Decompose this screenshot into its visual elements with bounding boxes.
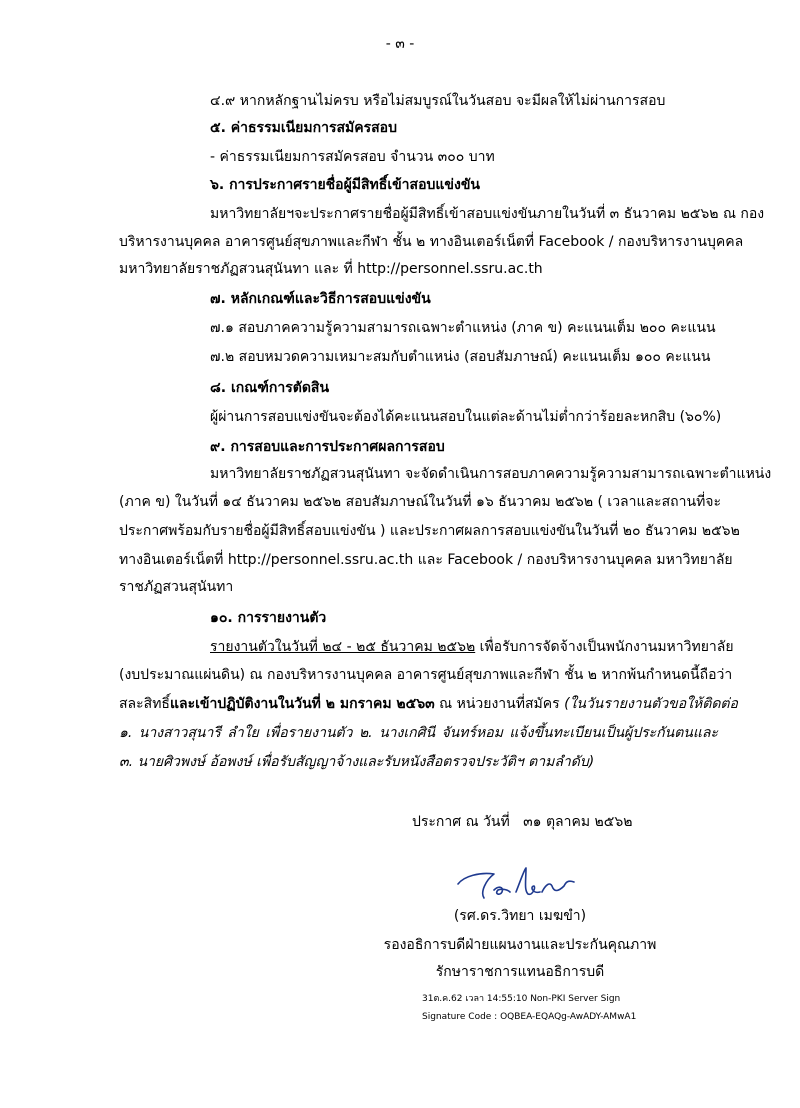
section-10-line-1 xyxy=(210,637,734,657)
section-8-heading: ๘. เกณฑ์การตัดสิน xyxy=(210,380,330,396)
section-6-heading: ๖. การประกาศรายชื่อผู้มีสิทธิ์เข้าสอบแข่งขัน xyxy=(210,177,480,193)
section-6-line-1: มหาวิทยาลัยฯจะประกาศรายชื่อผู้มีสิทธิ์เข้าสอบแข่งขันภายในวันที่ ๓ ธันวาคม ๒๕๖๒ ณ กอง xyxy=(210,206,765,222)
section-10-line-5: ๓. นายศิวพงษ์ อ้อพงษ์ เพื่อรับสัญญาจ้างและรับหนังสือตรวจประวัติฯ ตามลำดับ) xyxy=(119,754,595,770)
section-5-heading: ๕. ค่าธรรมเนียมการสมัครสอบ xyxy=(210,120,397,136)
page-number: - ๓ - xyxy=(385,36,415,52)
section-5-line: - ค่าธรรมเนียมการสมัครสอบ จำนวน ๓๐๐ บาท xyxy=(210,149,495,165)
section-9-line-5: ราชภัฏสวนสุนันทา xyxy=(119,579,234,595)
section-9-line-3: ประกาศพร้อมกับรายชื่อผู้มีสิทธิ์สอบแข่งขัน ) และประกาศผลการสอบแข่งขันในวันที่ ๒๐ ธันวาคม ๒๕๖๒ xyxy=(119,523,740,539)
section-6-line-3: มหาวิทยาลัยราชภัฏสวนสุนันทา และ ที่ http://personnel.ssru.ac.th xyxy=(119,261,543,277)
announce-date: ๓๑ ตุลาคม ๒๕๖๒ xyxy=(523,814,633,830)
section-10-line-3-italic: (ในวันรายงานตัวขอให้ติดต่อ xyxy=(564,696,738,712)
section-10-line-2: (งบประมาณแผ่นดิน) ณ กองบริหารงานบุคคล อาคารศูนย์สุขภาพและกีฬา ชั้น ๒ หากพ้นกำหนดนี้ถือว่า xyxy=(119,667,733,683)
section-7-item-1: ๗.๑ สอบภาคความรู้ความสามารถเฉพาะตำแหน่ง (ภาค ข) คะแนนเต็ม ๒๐๐ คะแนน xyxy=(210,320,716,336)
section-9-line-4: ทางอินเตอร์เน็ตที่ http://personnel.ssru.ac.th และ Facebook / กองบริหารงานบุคคล มหาวิทยาลัย xyxy=(119,552,733,568)
section-9-line-1: มหาวิทยาลัยราชภัฏสวนสุนันทา จะจัดดำเนินการสอบภาคความรู้ความสามารถเฉพาะตำแหน่ง xyxy=(210,466,772,482)
section-8-line: ผู้ผ่านการสอบแข่งขันจะต้องได้คะแนนสอบในแต่ละด้านไม่ต่ำกว่าร้อยละหกสิบ (๖๐%) xyxy=(210,409,722,425)
section-9-heading: ๙. การสอบและการประกาศผลการสอบ xyxy=(210,439,445,455)
section-7-heading: ๗. หลักเกณฑ์และวิธีการสอบแข่งขัน xyxy=(210,291,431,307)
section-10-line-3 xyxy=(119,694,738,714)
start-work-date: และเข้าปฏิบัติงานในวันที่ ๒ มกราคม ๒๕๖๓ xyxy=(169,696,435,712)
section-10-heading: ๑๐. การรายงานตัว xyxy=(210,610,327,626)
signer-name: (รศ.ดร.วิทยา เมฆขำ) xyxy=(453,908,587,924)
item-4-9: ๔.๙ หากหลักฐานไม่ครบ หรือไม่สมบูรณ์ในวันสอบ จะมีผลให้ไม่ผ่านการสอบ xyxy=(210,93,666,109)
signer-acting-position: รักษาราชการแทนอธิการบดี xyxy=(435,964,605,980)
announce-line xyxy=(412,812,633,832)
report-date-underlined: รายงานตัวในวันที่ ๒๔ - ๒๕ ธันวาคม ๒๕๖๒ xyxy=(210,639,476,655)
section-10-line-3-b: ณ หน่วยงานที่สมัคร xyxy=(434,696,565,712)
announce-prefix: ประกาศ ณ วันที่ xyxy=(412,814,510,830)
section-10-line-4: ๑. นางสาวสุนารี ลำใย เพื่อรายงานตัว ๒. นางเกศินี จันทร์หอม แจ้งขึ้นทะเบียนเป็นผู้ประกันตนและ xyxy=(119,725,718,741)
section-10-line-3-a: สละสิทธิ์ xyxy=(119,696,170,712)
signer-position: รองอธิการบดีฝ่ายแผนงานและประกันคุณภาพ xyxy=(383,937,657,953)
section-9-line-2: (ภาค ข) ในวันที่ ๑๔ ธันวาคม ๒๕๖๒ สอบสัมภาษณ์ในวันที่ ๑๖ ธันวาคม ๒๕๖๒ ( เวลาและสถานที่จะ xyxy=(119,494,722,510)
handwritten-signature xyxy=(450,862,580,906)
section-6-line-2: บริหารงานบุคคล อาคารศูนย์สุขภาพและกีฬา ชั้น ๒ ทางอินเตอร์เน็ตที่ Facebook / กองบริหารงานบุคคล xyxy=(119,234,744,250)
section-10-line-1-rest: เพื่อรับการจัดจ้างเป็นพนักงานมหาวิทยาลัย xyxy=(475,639,734,655)
signature-meta: 31ต.ค.62 เวลา 14:55:10 Non-PKI Server Sign xyxy=(422,994,621,1004)
signature-code: Signature Code : OQBEA-EQAQg-AwADY-AMwA1 xyxy=(422,1012,637,1022)
section-7-item-2: ๗.๒ สอบหมวดความเหมาะสมกับตำแหน่ง (สอบสัมภาษณ์) คะแนนเต็ม ๑๐๐ คะแนน xyxy=(210,349,711,365)
